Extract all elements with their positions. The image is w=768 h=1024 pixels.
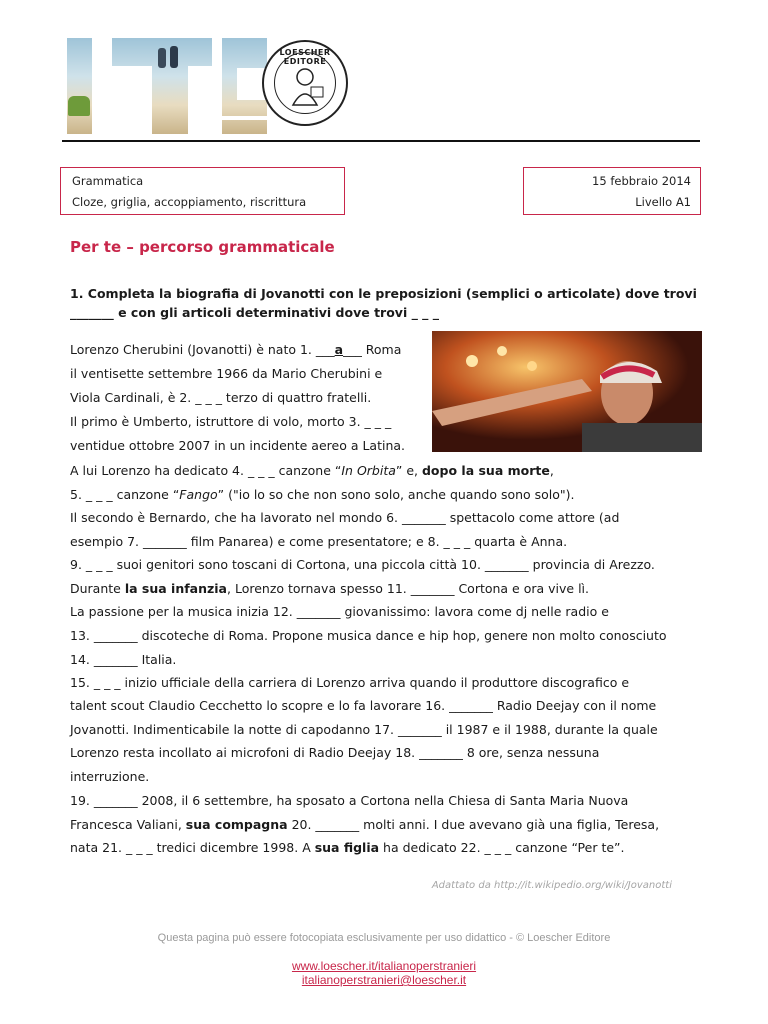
bio-line-19: interruzione. xyxy=(70,769,150,784)
website-link[interactable]: www.loescher.it/italianoperstranieri xyxy=(291,959,477,973)
bio-line-6: A lui Lorenzo ha dedicato 4. _ _ _ canzone “In Orbita” e, dopo la sua morte, xyxy=(70,463,554,478)
bio-line-1: Lorenzo Cherubini (Jovanotti) è nato 1. ___a___ Roma xyxy=(70,342,402,357)
level: Livello A1 xyxy=(635,195,691,209)
email-link[interactable]: italianoperstranieri@loescher.it xyxy=(301,973,467,987)
instruction-line-1: 1. Completa la biografia di Jovanotti con le preposizioni (semplici o articolate) dove trovi xyxy=(70,286,697,301)
section-title: Per te – percorso grammaticale xyxy=(70,238,335,256)
bio-line-5: ventidue ottobre 2007 in un incidente aereo a Latina. xyxy=(70,438,406,453)
bio-line-4: Il primo è Umberto, istruttore di volo, morto 3. _ _ _ xyxy=(70,414,392,429)
bio-line-21: Francesca Valiani, sua compagna 20. _______ molti anni. I due avevano già una figlia, Teresa, xyxy=(70,817,660,832)
bio-line-13: 13. _______ discoteche di Roma. Propone musica dance e hip hop, genere non molto conosciuto xyxy=(70,628,667,643)
bio-line-7: 5. _ _ _ canzone “Fango” ("io lo so che non sono solo, anche quando sono solo"). xyxy=(70,487,575,502)
topic-label: Grammatica xyxy=(72,174,144,188)
jovanotti-photo xyxy=(432,331,702,452)
bio-line-14: 14. _______ Italia. xyxy=(70,652,177,667)
photocopy-note: Questa pagina può essere fotocopiata esclusivamente per uso didattico - © Loescher Editore xyxy=(157,932,611,944)
bio-line-11: Durante la sua infanzia, Lorenzo tornava spesso 11. _______ Cortona e ora vive lì. xyxy=(70,581,589,596)
topic-box xyxy=(60,167,345,215)
date: 15 febbraio 2014 xyxy=(592,174,691,188)
bio-line-16: talent scout Claudio Cecchetto lo scopre e lo fa lavorare 16. _______ Radio Deejay con il nome xyxy=(70,698,657,713)
bio-line-9: esempio 7. _______ film Panarea) e come presentatore; e 8. _ _ _ quarta è Anna. xyxy=(70,534,568,549)
bio-line-22: nata 21. _ _ _ tredici dicembre 1998. A sua figlia ha dedicato 22. _ _ _ canzone “Per te”. xyxy=(70,840,625,855)
date-level-box xyxy=(523,167,701,215)
bio-line-3: Viola Cardinali, è 2. _ _ _ terzo di quattro fratelli. xyxy=(70,390,372,405)
exercise-instruction xyxy=(70,284,710,322)
bio-line-17: Jovanotti. Indimenticabile la notte di capodanno 17. _______ il 1987 e il 1988, durante la quale xyxy=(70,722,658,737)
loescher-seal-logo xyxy=(262,40,348,126)
bio-line-18: Lorenzo resta incollato ai microfoni di Radio Deejay 18. _______ 8 ore, senza nessuna xyxy=(70,745,600,760)
bio-line-2: il ventisette settembre 1966 da Mario Cherubini e xyxy=(70,366,383,381)
header-divider xyxy=(62,140,700,142)
bio-line-20: 19. _______ 2008, il 6 settembre, ha sposato a Cortona nella Chiesa di Santa Maria Nuova xyxy=(70,793,629,808)
seal-text: LOESCHER EDITORE xyxy=(279,48,331,66)
bio-line-10: 9. _ _ _ suoi genitori sono toscani di Cortona, una piccola città 10. _______ provincia di Arezzo. xyxy=(70,557,655,572)
bio-line-8: Il secondo è Bernardo, che ha lavorato nel mondo 6. _______ spettacolo come attore (ad xyxy=(70,510,620,525)
bio-line-12: La passione per la musica inizia 12. _______ giovanissimo: lavora come dj nelle radio e xyxy=(70,604,609,619)
instruction-line-2: _______ e con gli articoli determinativi dove trovi _ _ _ xyxy=(70,305,440,320)
bio-line-15: 15. _ _ _ inizio ufficiale della carriera di Lorenzo arriva quando il produttore discografico e xyxy=(70,675,630,690)
source-credit: Adattato da http://it.wikipedio.org/wiki/Jovanotti xyxy=(431,880,672,891)
exercise-types: Cloze, griglia, accoppiamento, riscrittura xyxy=(72,195,307,209)
it2-logo xyxy=(62,38,267,134)
